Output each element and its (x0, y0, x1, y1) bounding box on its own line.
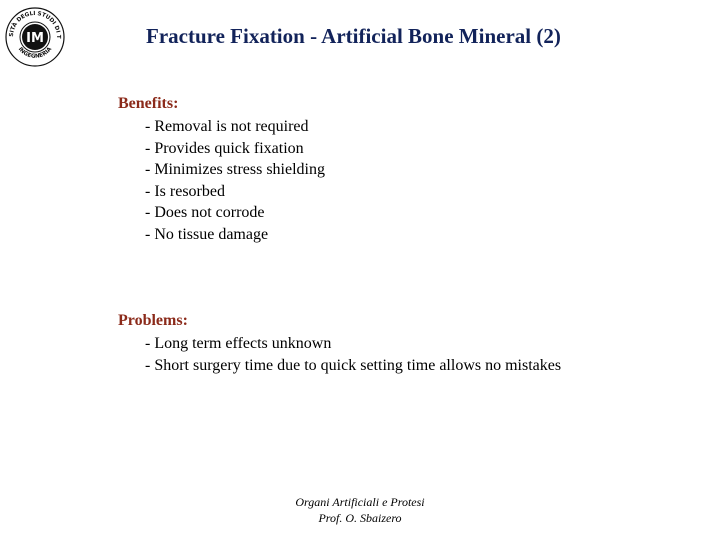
university-seal-icon (4, 6, 66, 68)
benefit-item: - Does not corrode (145, 204, 265, 222)
benefit-item: - Removal is not required (145, 118, 309, 135)
slide-footer (240, 494, 480, 526)
problems-list (145, 333, 561, 376)
university-logo (4, 6, 66, 68)
benefit-item: - No tissue damage (145, 225, 269, 243)
benefit-item: - Minimizes stress shielding (145, 161, 325, 179)
footer-course-name: Organi Artificiali e Protesi (295, 495, 425, 509)
footer-professor: Prof. O. Sbaizero (318, 511, 402, 525)
problem-item: - Long term effects unknown (145, 335, 332, 352)
slide-title: Fracture Fixation - Artificial Bone Mineral (2) (146, 24, 561, 48)
benefits-heading: Benefits: (118, 95, 179, 112)
benefit-item: - Is resorbed (145, 182, 225, 200)
benefit-item: - Provides quick fixation (145, 139, 304, 157)
logo-monogram: IM (26, 31, 44, 46)
problem-item: - Short surgery time due to quick setting time allows no mistakes (145, 356, 562, 374)
logo-ring-bottom-text: INGEGNERIA (16, 46, 54, 60)
benefits-list (145, 116, 325, 246)
logo-ring-top-text: SITÀ DEGLI STUDI DI T (8, 10, 62, 39)
problems-heading: Problems: (118, 312, 188, 329)
